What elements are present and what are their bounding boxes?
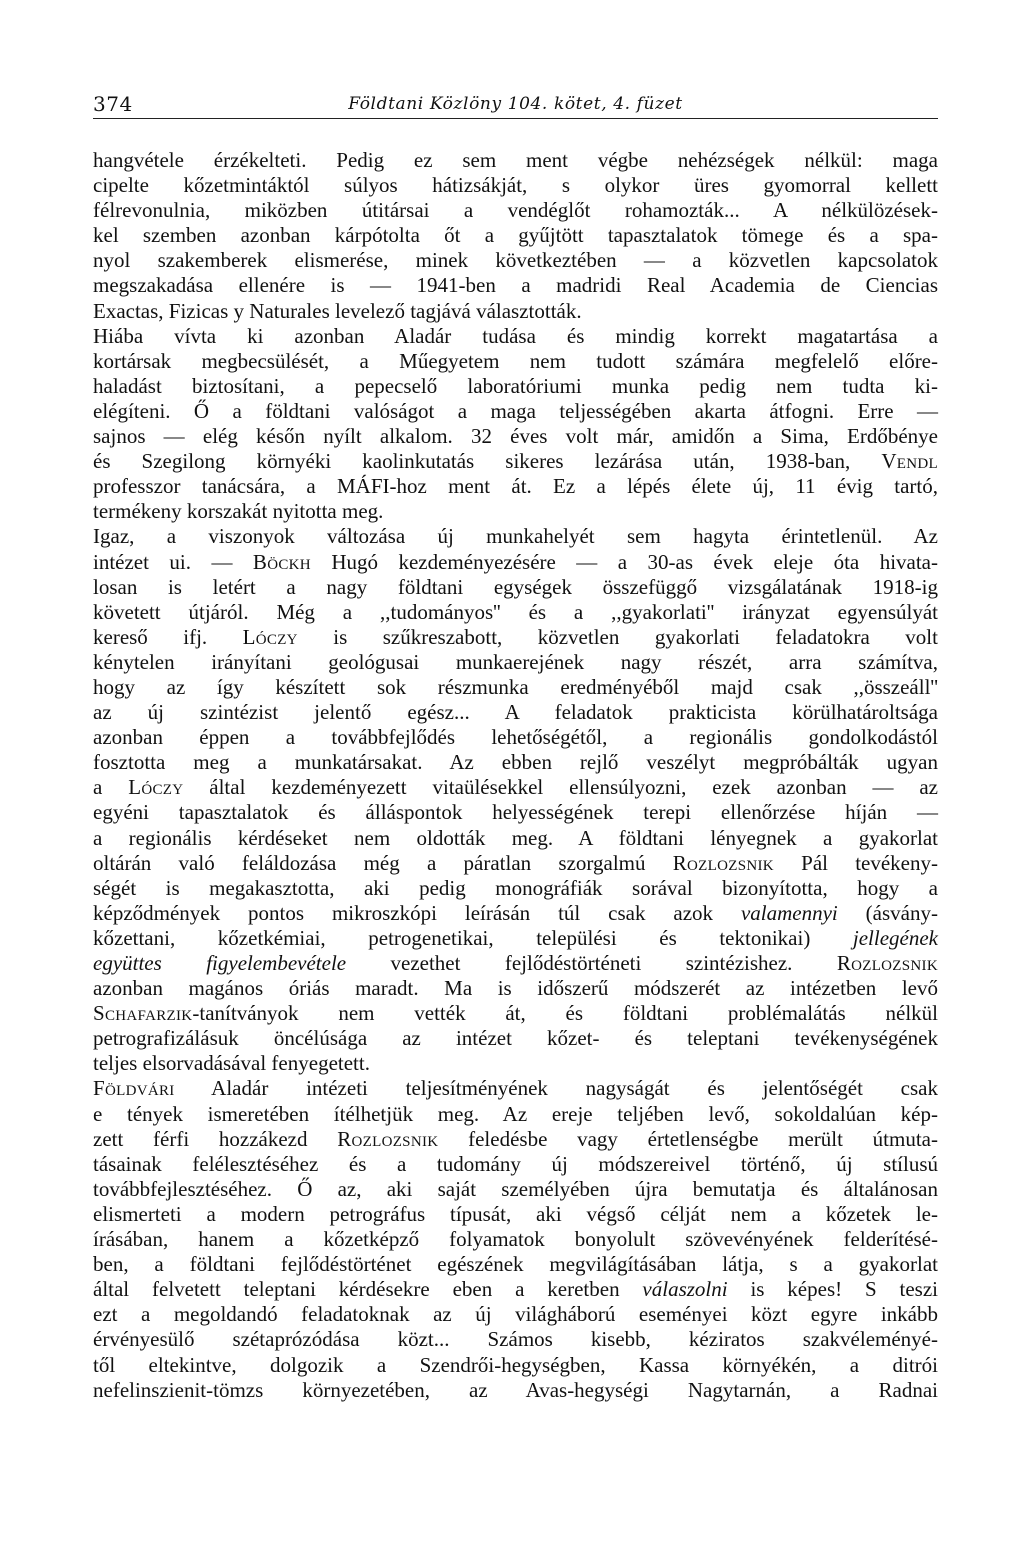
text-line: ségét is megakasztotta, aki pedig monográfiák sorával bizonyította, hogy a xyxy=(93,875,938,900)
text-line: hogy az így készített sok részmunka eredményéből majd csak ,,összeáll'' xyxy=(93,674,938,699)
text-line: teljes elsorvadásával fenyegetett. xyxy=(93,1051,370,1076)
text-line: kénytelen irányítani geológusai munkaerejének nagy részét, arra számítva, xyxy=(93,649,938,674)
text-line: és Szegilong környéki kaolinkutatás sikeres lezárása után, 1938-ban, Vendl xyxy=(93,449,938,474)
text-line: kőzettani, kőzetkémiai, petrogenetikai, települési és tektonikai) jellegének xyxy=(93,925,938,950)
text-line: sajnos — elég későn nyílt alkalom. 32 éves volt már, amidőn a Sima, Erdőbénye xyxy=(93,424,938,449)
page-number: 374 xyxy=(93,92,133,116)
text-line: tásainak felélesztéséhez és a tudomány új módszereivel történő, új stílusú xyxy=(93,1151,938,1176)
text-line: kortársak megbecsülését, a Műegyetem nem tudott számára megfelelő előre- xyxy=(93,348,938,373)
text-line: professzor tanácsára, a MÁFI-hoz ment át. Ez a lépés élete új, 11 évig tartó, xyxy=(93,474,938,499)
text-line: megszakadása ellenére is — 1941-ben a madridi Real Academia de Ciencias xyxy=(93,273,938,298)
page-header xyxy=(93,92,938,119)
text-line: ben, a földtani fejlődéstörténet egészének megvilágításában látja, s a gyakorlat xyxy=(93,1252,938,1277)
text-line: Hiába vívta ki azonban Aladár tudása és mindig korrekt magatartása a xyxy=(93,323,938,348)
text-line: a Lóczy által kezdeményezett vitaülésekkel ellensúlyozni, ezek azonban — az xyxy=(93,775,938,800)
text-line: kel szemben azonban kárpótolta őt a gyűjtött tapasztalatok tömege és a spa- xyxy=(93,223,938,248)
text-line: kereső ifj. Lóczy is szűkreszabott, közvetlen gyakorlati feladatokra volt xyxy=(93,624,938,649)
text-line: petrografizálásuk öncélúsága az intézet kőzet- és teleptani tevékenységének xyxy=(93,1026,938,1051)
text-line: által felvetett teleptani kérdésekre eben a keretben válaszolni is képes! S teszi xyxy=(93,1277,938,1302)
text-line: ezt a megoldandó feladatoknak az új világháború eseményei közt egyre inkább xyxy=(93,1302,938,1327)
text-line: termékeny korszakát nyitotta meg. xyxy=(93,499,384,524)
text-line: cipelte kőzetmintáktól súlyos hátizsákját, s olykor üres gyomorral kellett xyxy=(93,173,938,198)
text-line: fosztotta meg a munkatársakat. Az ebben rejlő veszélyt megpróbálták ugyan xyxy=(93,750,938,775)
text-line: Schafarzik-tanítványok nem vették át, és földtani problémalátás nélkül xyxy=(93,1001,938,1026)
running-title: Földtani Közlöny 104. kötet, 4. füzet xyxy=(348,94,683,114)
text-line: továbbfejlesztéséhez. Ő az, aki saját személyében újra bemutatja és általánosan xyxy=(93,1176,938,1201)
body-text xyxy=(93,148,938,1403)
text-line: együttes figyelembevétele vezethet fejlődéstörténeti szintézishez. Rozlozsnik xyxy=(93,951,938,975)
text-line: e tények ismeretében ítélhetjük meg. Az ereje teljében levő, sokoldalúan kép- xyxy=(93,1101,938,1126)
text-line: nefelinszienit-tömzs környezetében, az Avas-hegységi Nagytarnán, a Radnai xyxy=(93,1377,938,1402)
text-line: érvényesülő szétaprózódása közt... Számos kisebb, kéziratos szakvéleményé- xyxy=(93,1327,938,1352)
text-line: elégíteni. Ő a földtani valóságot a maga teljességében akarta átfogni. Erre — xyxy=(93,398,938,423)
text-line: oltárán való feláldozása még a páratlan szorgalmú Rozlozsnik Pál tevékeny- xyxy=(93,850,938,875)
text-line: azonban magános óriás maradt. Ma is időszerű módszerét az intézetben levő xyxy=(93,976,938,1001)
text-line: haladást biztosítani, a pepecselő laboratóriumi munka pedig nem tudta ki- xyxy=(93,373,938,398)
text-line: egyéni tapasztalatok és álláspontok helyességének terepi ellenőrzése híján — xyxy=(93,800,938,825)
text-line: írásában, hanem a kőzetképző folyamatok bonyolult szövevényének felderítésé- xyxy=(93,1227,938,1252)
text-line: Igaz, a viszonyok változása új munkahelyét sem hagyta érintetlenül. Az xyxy=(93,524,938,549)
text-line: nyol szakemberek elismerése, minek következtében — a közvetlen kapcsolatok xyxy=(93,248,938,273)
text-line: a regionális kérdéseket nem oldották meg. A földtani lényegnek a gyakorlat xyxy=(93,825,938,850)
text-line: től eltekintve, dolgozik a Szendrői-hegységben, Kassa környékén, a ditrói xyxy=(93,1352,938,1377)
text-line: Exactas, Fizicas y Naturales levelező tagjává választották. xyxy=(93,298,582,323)
text-line: képződmények pontos mikroszkópi leírásán túl csak azok valamennyi (ásvány- xyxy=(93,900,938,925)
text-line: az új szintézist jelentő egész... A feladatok prakticista körülhatároltsága xyxy=(93,700,938,725)
text-line: követett útjáról. Még a ,,tudományos'' és a ,,gyakorlati'' irányzat egyensúlyát xyxy=(93,599,938,624)
text-line: félrevonulnia, miközben útitársai a vendéglőt rohamozták... A nélkülözések- xyxy=(93,198,938,223)
text-line: intézet ui. — Böckh Hugó kezdeményezésére — a 30-as évek eleje óta hivata- xyxy=(93,549,938,574)
text-line: losan is letért a nagy földtani egységek összefüggő vizsgálatának 1918-ig xyxy=(93,574,938,599)
text-line: elismerteti a modern petrográfus típusát, aki végső célját nem a kőzetek le- xyxy=(93,1201,938,1226)
text-line: azonban éppen a továbbfejlődés lehetőségétől, a regionális gondolkodástól xyxy=(93,725,938,750)
text-line: Földvári Aladár intézeti teljesítményének nagyságát és jelentőségét csak xyxy=(93,1076,938,1101)
text-line: zett férfi hozzákezd Rozlozsnik feledésbe vagy értetlenségbe merült útmuta- xyxy=(93,1126,938,1151)
text-line: hangvétele érzékelteti. Pedig ez sem ment végbe nehézségek nélkül: maga xyxy=(93,148,938,172)
